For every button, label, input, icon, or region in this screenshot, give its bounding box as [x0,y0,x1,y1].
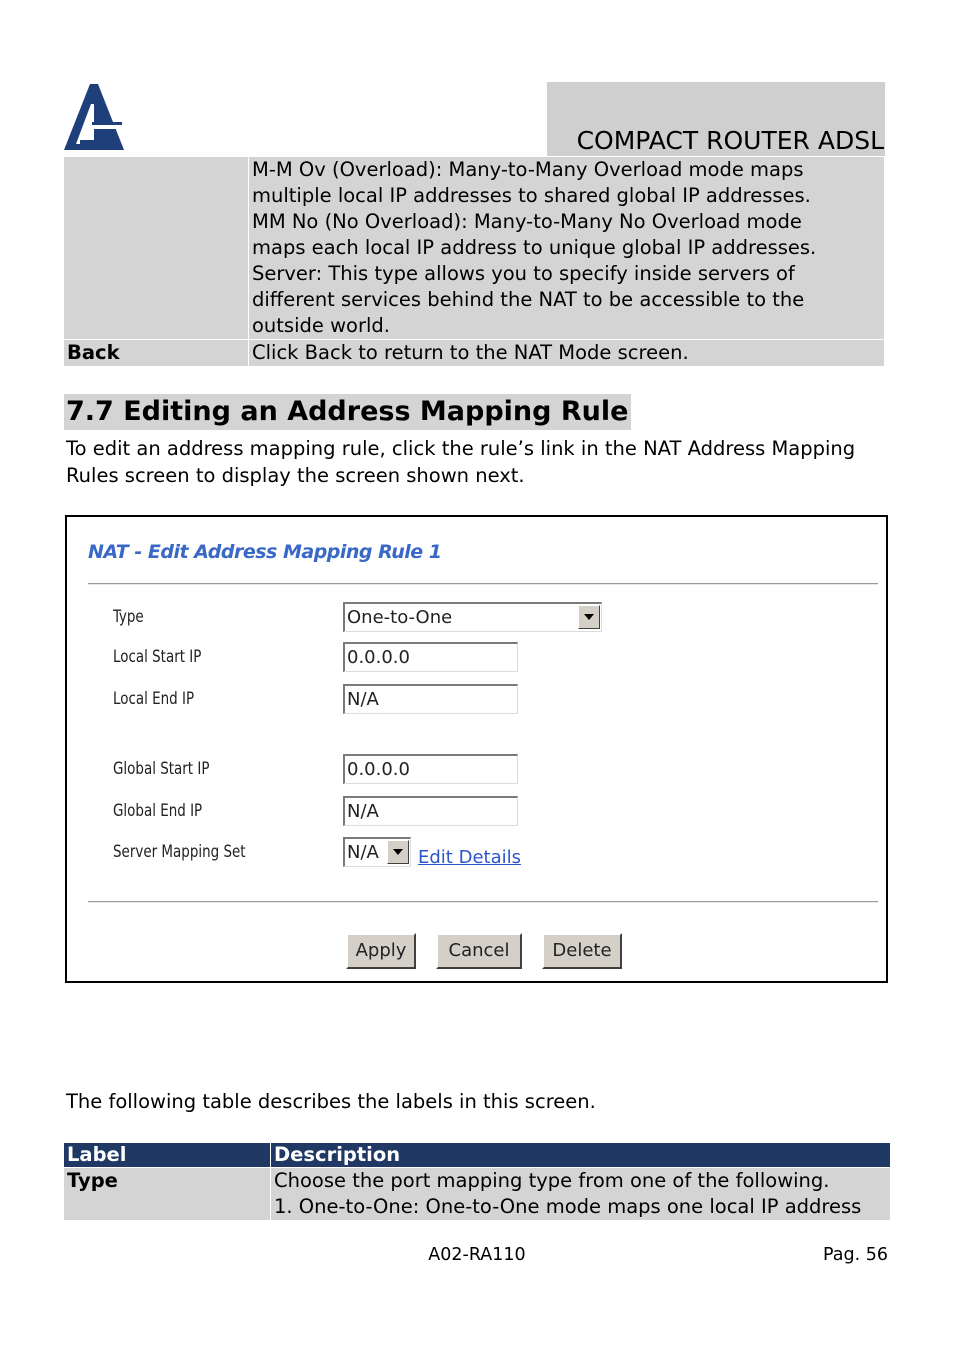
description-line: multiple local IP addresses to shared global IP addresses. [252,184,811,207]
description-line: Click Back to return to the NAT Mode screen. [252,341,689,364]
type-label: Type [113,607,144,627]
header-band [547,82,885,156]
global-end-ip-input[interactable]: N/A [343,796,518,826]
column-header-description: Description [271,1143,891,1168]
table-row [64,157,885,340]
description-line: maps each local IP address to unique global IP addresses. [252,236,817,259]
table-row [64,1168,891,1221]
global-end-ip-label: Global End IP [113,801,203,821]
row-description [249,157,885,340]
divider [88,901,878,903]
row-label: Type [64,1168,271,1221]
global-start-ip-label: Global Start IP [113,759,210,779]
delete-button[interactable]: Delete [542,933,622,969]
type-select-value: One-to-One [347,607,453,628]
document-title: COMPACT ROUTER ADSL [576,126,884,155]
table-header-row [64,1143,891,1168]
local-end-ip-input[interactable]: N/A [343,684,518,714]
column-header-label: Label [64,1143,271,1168]
screenshot-frame [65,515,888,983]
server-mapping-set-select[interactable] [343,837,411,867]
table-intro-paragraph: The following table describes the labels in this screen. [66,1090,596,1113]
cancel-button[interactable]: Cancel [436,933,522,969]
description-line: Server: This type allows you to specify inside servers of [252,262,795,285]
local-start-ip-label: Local Start IP [113,647,202,667]
description-line: outside world. [252,314,390,337]
description-line: MM No (No Overload): Many-to-Many No Overload mode [252,210,802,233]
description-line: M-M Ov (Overload): Many-to-Many Overload mode maps [252,158,804,181]
labels-description-table [63,1142,891,1221]
description-line: Choose the port mapping type from one of the following. [274,1169,830,1192]
row-description [271,1168,891,1221]
atlantis-a-logo-icon [64,82,126,150]
local-end-ip-label: Local End IP [113,689,195,709]
table-row [64,340,885,367]
local-start-ip-input[interactable]: 0.0.0.0 [343,642,518,672]
row-description [249,340,885,367]
section-intro: To edit an address mapping rule, click the rule’s link in the NAT Address Mapping Rules screen to display the screen shown next. [66,437,856,487]
row-label [64,157,249,340]
footer-doc-id: A02-RA110 [428,1245,526,1265]
footer-page-number: Pag. 56 [823,1245,888,1265]
row-label: Back [64,340,249,367]
chevron-down-icon[interactable] [387,840,409,864]
type-select[interactable] [343,602,602,632]
chevron-down-icon[interactable] [578,605,600,629]
description-line: different services behind the NAT to be accessible to the [252,288,805,311]
divider [88,583,878,585]
screen-title: NAT - Edit Address Mapping Rule 1 [88,541,442,563]
description-line: 1. One-to-One: One-to-One mode maps one local IP address [274,1195,862,1218]
edit-details-link[interactable]: Edit Details [418,847,521,868]
section-heading: 7.7 Editing an Address Mapping Rule [64,394,631,430]
apply-button[interactable]: Apply [346,933,416,969]
top-description-table [63,156,885,367]
global-start-ip-input[interactable]: 0.0.0.0 [343,754,518,784]
server-mapping-set-label: Server Mapping Set [113,842,246,862]
server-mapping-set-value: N/A [347,842,379,863]
